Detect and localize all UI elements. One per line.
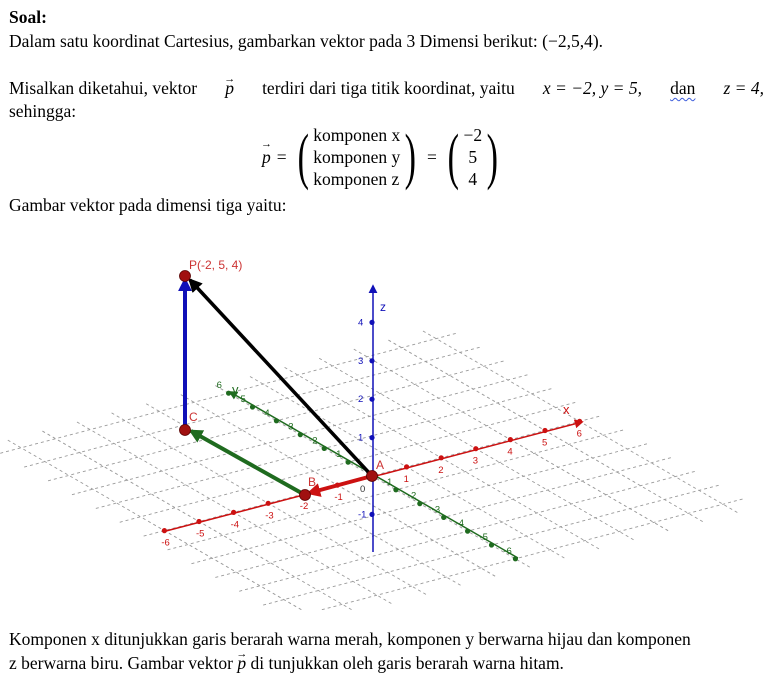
known-dan: dan <box>670 78 696 98</box>
origin-label: 0 <box>360 484 366 495</box>
y-tick-mark <box>346 460 351 465</box>
grid-line <box>287 499 744 610</box>
intro-text: Dalam satu koordinat Cartesius, gambarkan vektor pada 3 Dimensi berikut: <box>9 31 543 51</box>
x-tick-label: 4 <box>507 446 513 458</box>
known-part2: terdiri dari tiga titik koordinat, yaitu <box>262 78 515 98</box>
y-tick-mark <box>513 556 518 561</box>
point-P <box>180 271 191 282</box>
y-tick-mark <box>465 529 470 534</box>
known-line-1 <box>9 77 764 99</box>
y-tick-label: -3 <box>431 504 441 516</box>
value-x: −2 <box>463 125 483 145</box>
y-tick-label: -1 <box>383 476 393 488</box>
x-tick-mark <box>196 519 201 524</box>
y-tick-label: 1 <box>336 449 342 461</box>
x-tick-label: -3 <box>265 510 274 522</box>
point-A <box>367 471 378 482</box>
y-tick-mark <box>489 542 494 547</box>
x-axis-label: x <box>563 402 570 417</box>
component-z: komponen z <box>313 169 400 189</box>
y-axis-label: y <box>232 382 239 397</box>
x-tick-label: -4 <box>230 519 240 531</box>
intro-vector: (−2,5,4). <box>542 31 604 51</box>
equation-eq-2: = <box>426 146 437 167</box>
grid-line <box>7 440 322 610</box>
x-tick-label: 3 <box>472 455 479 467</box>
3d-vector-figure <box>0 230 777 610</box>
x-tick-mark <box>162 528 167 533</box>
point-C <box>180 425 191 436</box>
y-tick-label: -6 <box>503 545 512 557</box>
y-tick-label: 4 <box>264 407 270 419</box>
x-tick-label: -5 <box>196 528 205 540</box>
z-tick-label: 3 <box>358 355 364 367</box>
left-paren: ( <box>297 123 309 191</box>
z-tick-mark <box>369 435 374 440</box>
point-B <box>300 490 311 501</box>
label-C: C <box>189 410 198 424</box>
label-P: P(-2, 5, 4) <box>189 258 243 272</box>
known-part1: Misalkan diketahui, vektor <box>9 78 198 98</box>
z-tick-mark <box>369 320 374 325</box>
x-tick-mark <box>404 464 409 469</box>
y-tick-label: 2 <box>312 435 318 447</box>
equation-p-symbol: → p <box>262 147 271 168</box>
footer-line-1: Komponen x ditunjukkan garis berarah warna merah, komponen y berwarna hijau dan komponen <box>9 629 691 649</box>
z-tick-mark <box>369 512 374 517</box>
x-tick-label: 2 <box>438 464 444 476</box>
x-tick-mark <box>542 428 547 433</box>
figure-intro: Gambar vektor pada dimensi tiga yaitu: <box>9 195 287 215</box>
z-axis-label: z <box>380 300 386 314</box>
y-tick-label: -5 <box>479 532 488 543</box>
y-tick-label: 3 <box>288 421 294 433</box>
y-tick-label: -2 <box>407 490 417 502</box>
y-tick-label: 5 <box>240 394 246 405</box>
y-tick-mark <box>250 404 255 409</box>
left-paren: ( <box>447 123 459 191</box>
x-tick-label: -2 <box>299 501 309 513</box>
z-tick-label: 2 <box>358 394 364 406</box>
z-tick-label: -1 <box>358 509 367 521</box>
y-tick-label: -4 <box>455 518 465 530</box>
y-tick-label: 6 <box>216 380 222 392</box>
component-y: komponen y <box>313 147 401 167</box>
footer-line-2 <box>9 652 564 674</box>
known-x-expr: x = −2, y = 5, <box>542 78 642 98</box>
component-x: komponen x <box>313 125 401 145</box>
x-tick-label: 5 <box>542 437 548 449</box>
known-line-2: sehingga: <box>9 101 77 121</box>
label-B: B <box>308 475 317 489</box>
footer-p-symbol: → p <box>237 652 246 674</box>
soal-heading: Soal: <box>9 7 47 27</box>
z-tick-label: 4 <box>358 317 364 329</box>
x-tick-mark <box>577 419 582 424</box>
x-tick-mark <box>439 455 444 460</box>
y-tick-mark <box>298 432 303 437</box>
x-tick-mark <box>508 437 513 442</box>
x-tick-label: -1 <box>334 492 343 504</box>
intro-line <box>9 30 603 52</box>
x-tick-label: -6 <box>161 537 170 549</box>
x-tick-mark <box>231 510 236 515</box>
footer-part-a: z berwarna biru. Gambar vektor <box>9 653 233 673</box>
y-tick-mark <box>417 501 422 506</box>
axis-ticks <box>161 317 582 561</box>
y-tick-mark <box>393 487 398 492</box>
z-tick-mark <box>369 397 374 402</box>
x-tick-mark <box>266 501 271 506</box>
value-matrix <box>443 124 503 190</box>
y-component-vector <box>191 431 305 495</box>
y-tick-mark <box>274 418 279 423</box>
value-z: 4 <box>468 169 478 189</box>
y-tick-mark <box>322 446 327 451</box>
z-tick-mark <box>369 358 374 363</box>
vector-p-symbol: → p <box>225 77 234 99</box>
y-tick-mark <box>226 391 231 396</box>
label-A: A <box>376 458 385 472</box>
value-y: 5 <box>468 147 478 167</box>
x-tick-label: 1 <box>403 473 409 485</box>
vector-equation <box>262 124 503 190</box>
y-tick-mark <box>441 515 446 520</box>
right-paren: ) <box>486 123 499 191</box>
right-paren: ) <box>404 123 417 191</box>
component-matrix <box>293 124 421 190</box>
x-tick-label: 6 <box>576 428 582 440</box>
z-tick-label: 1 <box>358 432 364 444</box>
known-z-expr: z = 4, <box>723 78 764 98</box>
equation-eq-1: = <box>276 146 287 167</box>
x-tick-mark <box>473 446 478 451</box>
footer-part-b: di tunjukkan oleh garis berarah warna hitam. <box>250 653 564 673</box>
